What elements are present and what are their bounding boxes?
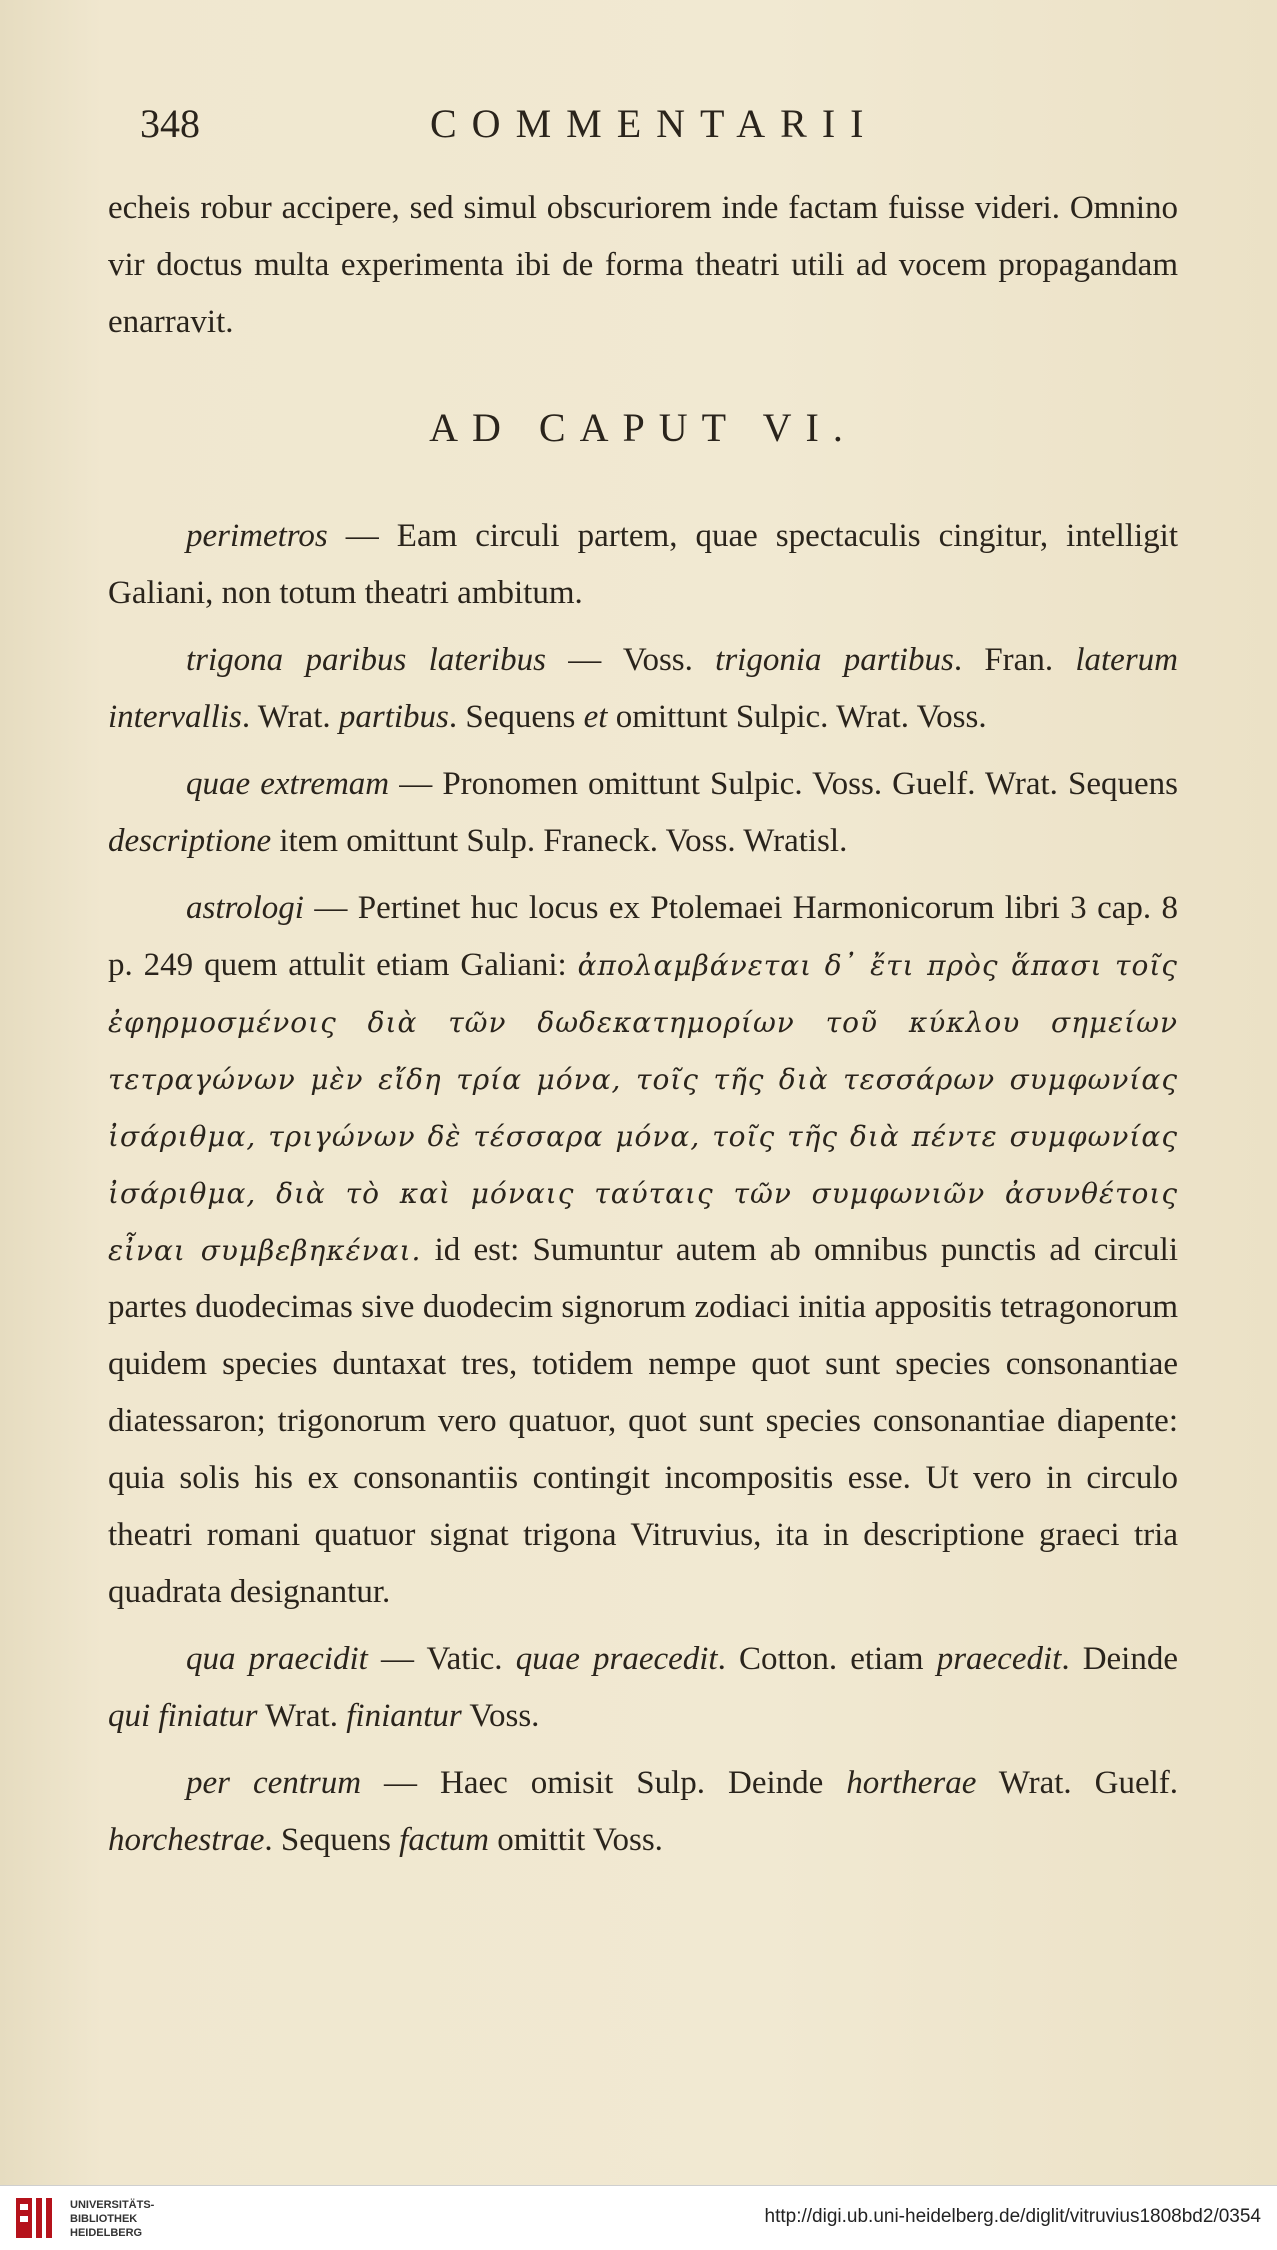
page-number: 348 <box>140 101 200 146</box>
italic-reading: descriptione <box>108 823 272 859</box>
note-dash: — <box>361 1765 441 1801</box>
note-text-segment: Wrat. Guelf. <box>976 1765 1179 1801</box>
italic-reading: praecedit <box>936 1641 1062 1677</box>
note-text-segment: omittit Voss. <box>489 1822 663 1858</box>
note-text: Eam circuli partem, quae spectaculis cingitur, intelligit Galiani, non totum theatri ambitum. <box>108 518 1178 611</box>
note-text-segment: . Sequens <box>448 699 584 735</box>
italic-reading: qui finiatur <box>108 1698 258 1734</box>
italic-reading: laterum intervallis <box>108 642 1179 735</box>
note-lemma: trigona paribus lateribus <box>186 642 546 678</box>
note-text-segment: . Wrat. <box>241 699 339 735</box>
note-text-segment: . Fran. <box>953 642 1076 678</box>
intro-paragraph: echeis robur accipere, sed simul obscuriorem inde factam fuisse videri. Omnino vir doctus multa experimenta ibi de forma theatri utili ad vocem propagandam enarravit. <box>108 190 1178 340</box>
note-text-segment: Voss. <box>461 1698 540 1734</box>
italic-reading: quae praecedit <box>515 1641 718 1677</box>
note-qua-praecidit <box>108 1631 1178 1745</box>
section-heading: AD CAPUT VI. <box>429 405 857 450</box>
note-lemma: qua praecidit <box>186 1641 368 1677</box>
note-dash: — <box>327 518 397 554</box>
body-text <box>108 180 1178 1879</box>
viewer-footer <box>0 2185 1277 2250</box>
running-head <box>140 100 1150 160</box>
note-text-segment: Pronomen omittunt Sulpic. Voss. Guelf. Wrat. Sequens <box>442 766 1178 802</box>
note-quae-extremam <box>108 756 1178 870</box>
note-text-segment: omittunt Sulpic. Wrat. Voss. <box>607 699 987 735</box>
note-dash: — <box>303 890 358 926</box>
italic-reading: et <box>583 699 608 735</box>
running-title: COMMENTARII <box>430 101 879 146</box>
note-text-segment: item omittunt Sulp. Franeck. Voss. Wratisl. <box>271 823 848 859</box>
note-astrologi <box>108 880 1178 1621</box>
university-library-logo-icon <box>14 2194 58 2242</box>
source-url-link[interactable]: http://digi.ub.uni-heidelberg.de/diglit/vitruvius1808bd2/0354 <box>764 2206 1261 2227</box>
note-text-before-greek: Pertinet huc locus ex Ptolemaei Harmonicorum libri 3 cap. 8 p. 249 quem attulit etiam Galiani: <box>108 890 1179 983</box>
note-text-segment: Voss. <box>622 642 716 678</box>
library-name-line: BIBLIOTHEK <box>70 2213 138 2225</box>
note-lemma: per centrum <box>186 1765 362 1801</box>
note-lemma: quae extremam <box>186 766 390 802</box>
italic-reading: trigonia partibus <box>715 642 954 678</box>
note-perimetros <box>108 508 1178 622</box>
note-text-segment: Haec omisit Sulp. Deinde <box>440 1765 847 1801</box>
italic-reading: finiantur <box>346 1698 462 1734</box>
note-per-centrum <box>108 1755 1178 1869</box>
library-name-line: HEIDELBERG <box>70 2227 143 2239</box>
italic-reading: factum <box>399 1822 489 1858</box>
note-text-segment: . Deinde <box>1061 1641 1178 1677</box>
note-text-segment: . Cotton. etiam <box>717 1641 937 1677</box>
note-lemma: perimetros <box>186 518 328 554</box>
note-dash: — <box>545 642 623 678</box>
italic-reading: horchestrae <box>108 1822 265 1858</box>
italic-reading: partibus <box>338 699 449 735</box>
library-name-line: UNIVERSITÄTS- <box>70 2199 155 2211</box>
note-text-segment: Vatic. <box>426 1641 516 1677</box>
note-text-segment: . Sequens <box>264 1822 400 1858</box>
library-name <box>70 2198 154 2240</box>
note-text-after-greek: id est: Sumuntur autem ab omnibus punctis ad circuli partes duodecimas sive duodecim signorum zodiaci initia appositis tetragonorum quidem species duntaxat tres, totidem nempe quot sunt species consonantiae diatessaron; trigonorum vero quatuor, quot sunt species consonantiae diapente: quia solis his ex consonantiis contingit incompositis esse. Ut vero in circulo theatri romani quatuor signat trigona Vitruvius, ita in descriptione graeci tria quadrata designantur. <box>108 1232 1178 1610</box>
italic-reading: hortherae <box>846 1765 977 1801</box>
note-trigona <box>108 632 1178 746</box>
note-dash: — <box>367 1641 427 1677</box>
note-lemma: astrologi <box>186 890 304 926</box>
note-text-segment: Wrat. <box>257 1698 347 1734</box>
note-dash: — <box>389 766 443 802</box>
greek-quotation: ἀπολαμβάνεται δ᾽ ἔτι πρὸς ἅπασι τοῖς ἐφηρμοσμένοις διὰ τῶν δωδεκατημορίων τοῦ κύκλου σημείων τετραγώνων μὲν εἴδη τρία μόνα, τοῖς τῆς διὰ τεσσάρων συμφωνίας ἰσάριθμα, τριγώνων δὲ τέσσαρα μόνα, τοῖς τῆς διὰ πέντε συμφωνίας ἰσάριθμα, διὰ τὸ καὶ μόναις ταύταις τῶν συμφωνιῶν ἀσυνθέτοις εἶναι συμβεβηκέναι. <box>108 949 1178 1267</box>
